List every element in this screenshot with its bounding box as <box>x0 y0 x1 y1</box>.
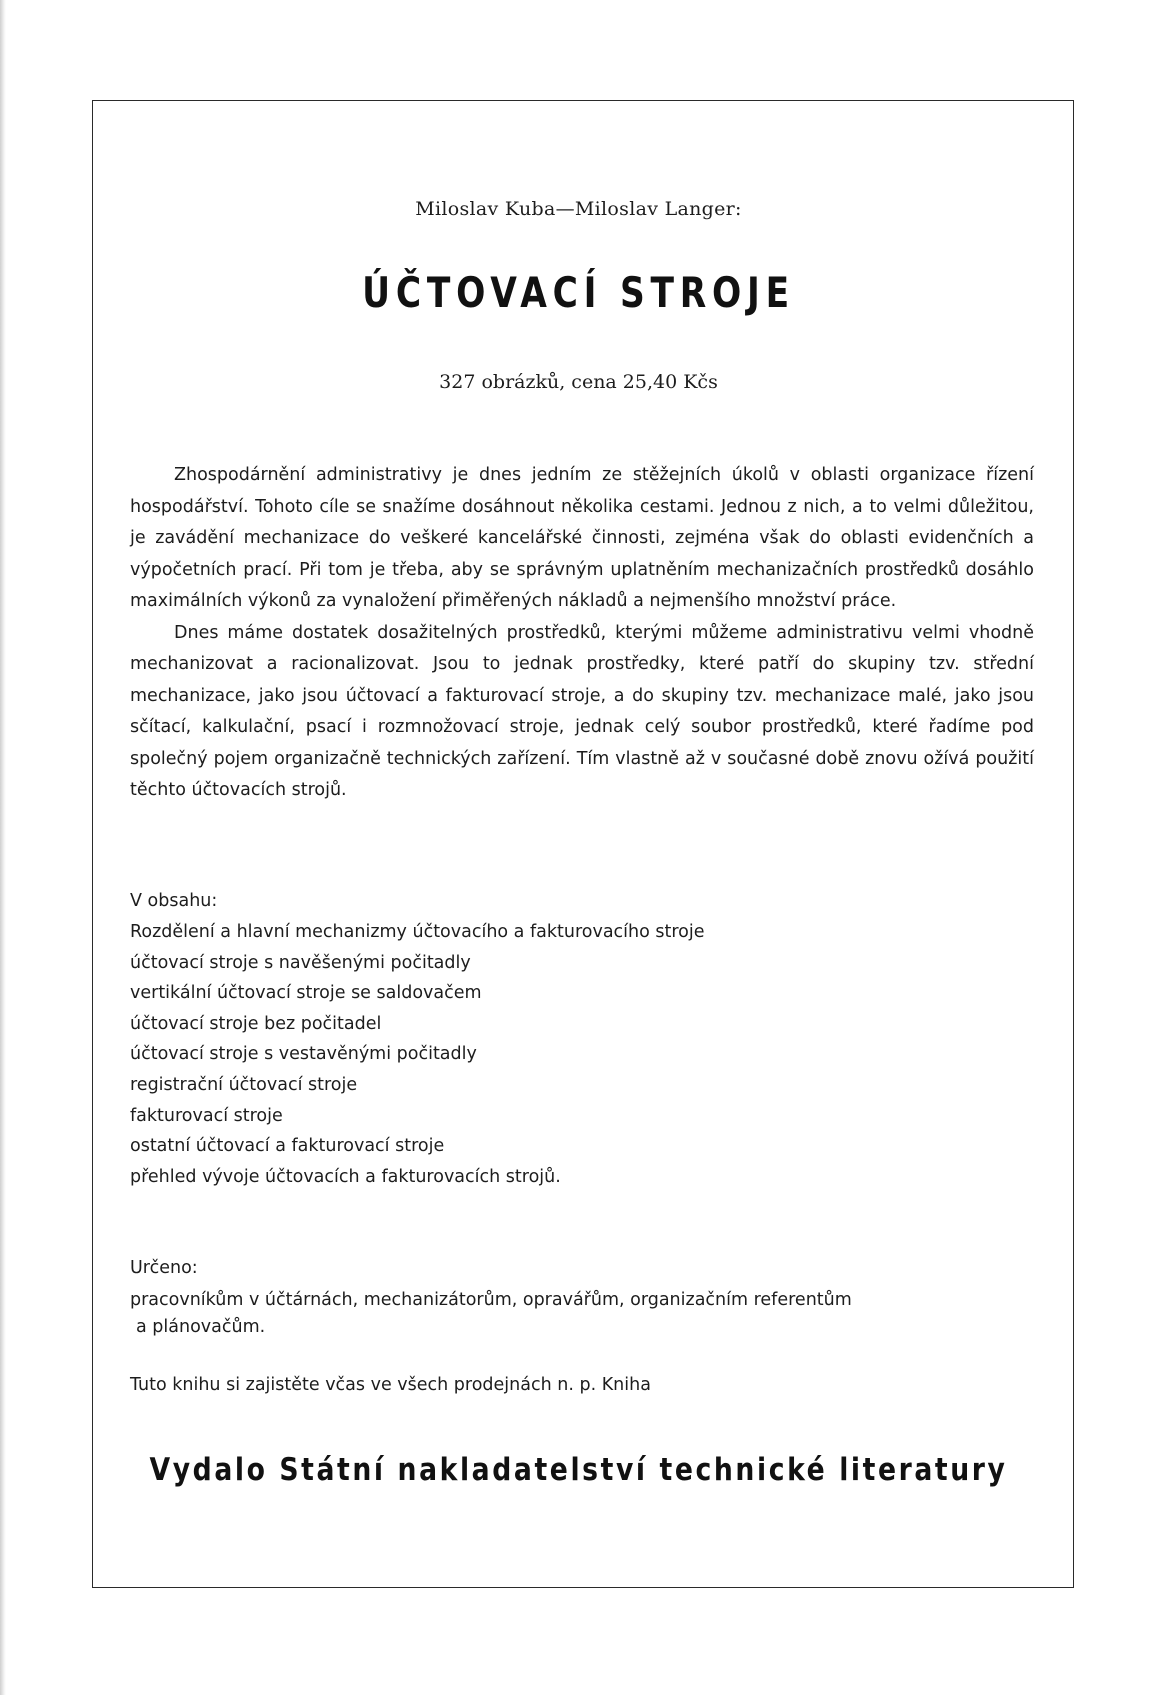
scan-edge-shadow <box>0 0 6 1695</box>
contents-item: Rozdělení a hlavní mechanizmy účtovacího a fakturovacího stroje <box>130 922 705 942</box>
intended-heading: Určeno: <box>130 1258 198 1278</box>
page-border-frame <box>92 100 1074 1588</box>
contents-item: registrační účtovací stroje <box>130 1074 358 1095</box>
intended-audience-line: pracovníkům v účtárnách, mechanizátorům, opravářům, organizačním referentům <box>130 1290 852 1310</box>
description-text <box>130 460 1034 807</box>
authors-line: Miloslav Kuba—Miloslav Langer: <box>415 198 742 220</box>
price-line: 327 obrázků, cena 25,40 Kčs <box>439 371 718 393</box>
description-paragraph: Zhospodárnění administrativy je dnes jedním ze stěžejních úkolů v oblasti organizace řízení hospodářství. Tohoto cíle se snažíme dosáhnout několika cestami. Jednou z nich, a to velmi důležitou, je zavádění mechanizace do veškeré kancelářské činnosti, zejména však do oblasti evidenčních a výpočetních prací. Při tom je třeba, aby se správným uplatněním mechanizačních prostředků dosáhlo maximálních výkonů za vynaložení přiměřených nákladů a nejmenšího množství práce. <box>130 465 1034 611</box>
contents-item: účtovací stroje s vestavěnými počitadly <box>130 1044 477 1065</box>
book-title: ÚČTOVACÍ STROJE <box>362 268 795 317</box>
contents-item: fakturovací stroje <box>130 1105 283 1126</box>
intended-audience-line: a plánovačům. <box>136 1317 266 1337</box>
description-paragraph: Dnes máme dostatek dosažitelných prostředků, kterými můžeme administrativu velmi vhodně mechanizovat a racionalizovat. Jsou to jednak prostředky, které patří do skupiny tzv. střední mechanizace, jako jsou účtovací a fakturovací stroje, a do skupiny tzv. mechanizace malé, jako jsou sčítací, kalkulační, psací i rozmnožovací stroje, jednak celý soubor prostředků, které řadíme pod společný pojem organizačně technických zařízení. Tím vlastně až v současné době znovu ožívá použití těchto účtovacích strojů. <box>130 622 1034 800</box>
contents-item: účtovací stroje bez počitadel <box>130 1013 382 1034</box>
contents-item: účtovací stroje s navěšenými počitadly <box>130 952 471 973</box>
contents-item: přehled vývoje účtovacích a fakturovacích strojů. <box>130 1166 561 1187</box>
contents-item: vertikální účtovací stroje se saldovačem <box>130 983 482 1004</box>
contents-heading: V obsahu: <box>130 891 218 911</box>
contents-item: ostatní účtovací a fakturovací stroje <box>130 1136 445 1157</box>
intended-audience <box>130 1287 1000 1341</box>
contents-list <box>130 917 705 1192</box>
publisher-line: Vydalo Státní nakladatelství technické literatury <box>149 1452 1008 1488</box>
availability-note: Tuto knihu si zajistěte včas ve všech prodejnách n. p. Kniha <box>130 1375 651 1395</box>
